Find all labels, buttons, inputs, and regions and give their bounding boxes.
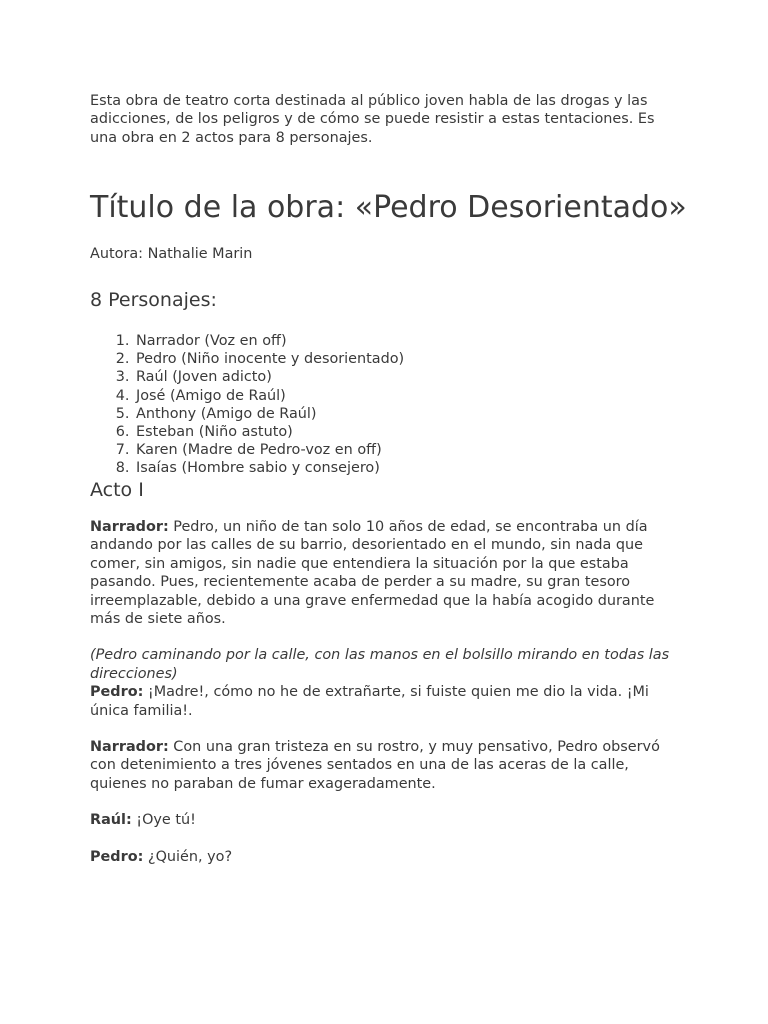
dialogue-paragraph bbox=[90, 811, 680, 829]
dialogue-paragraph bbox=[90, 518, 680, 628]
list-item: 5. Anthony (Amigo de Raúl) bbox=[134, 405, 404, 423]
document-page bbox=[90, 92, 687, 865]
dialogue-text: ¿Quién, yo? bbox=[143, 848, 233, 865]
dialogue-paragraph bbox=[90, 848, 680, 866]
list-item: 3. Raúl (Joven adicto) bbox=[134, 368, 404, 386]
list-item: 1. Narrador (Voz en off) bbox=[134, 332, 404, 350]
list-item: 4. José (Amigo de Raúl) bbox=[134, 387, 404, 405]
list-item: 8. Isaías (Hombre sabio y consejero) bbox=[134, 459, 404, 477]
speaker-name: Narrador: bbox=[90, 519, 169, 535]
dialogue-text: Con una gran tristeza en su rostro, y muy pensativo, Pedro observó con detenimiento a tres jóvenes sentados en una de las aceras de la calle, quienes no paraban de fumar exageradamente. bbox=[90, 739, 660, 792]
speaker-name: Raúl: bbox=[90, 812, 132, 829]
intro-paragraph: Esta obra de teatro corta destinada al público joven habla de las drogas y las adicciones, de los peligros y de cómo se puede resistir a estas tentaciones. Es una obra en 2 actos para 8 personajes. bbox=[90, 93, 655, 146]
characters-list bbox=[90, 332, 404, 478]
dialogue-paragraph bbox=[90, 683, 680, 720]
speaker-name: Pedro: bbox=[90, 848, 144, 865]
list-item: 7. Karen (Madre de Pedro-voz en off) bbox=[134, 441, 404, 459]
script-body bbox=[90, 518, 680, 884]
speaker-name: Narrador: bbox=[90, 739, 169, 756]
play-title: Título de la obra: «Pedro Desorientado» bbox=[90, 190, 687, 225]
speaker-name: Pedro: bbox=[90, 684, 144, 701]
list-item: 2. Pedro (Niño inocente y desorientado) bbox=[134, 350, 404, 368]
dialogue-text: ¡Madre!, cómo no he de extrañarte, si fuiste quien me dio la vida. ¡Mi única familia!. bbox=[90, 684, 649, 719]
characters-heading: 8 Personajes: bbox=[90, 289, 217, 311]
author-line: Autora: Nathalie Marin bbox=[90, 246, 253, 262]
dialogue-paragraph bbox=[90, 738, 680, 793]
list-item: 6. Esteban (Niño astuto) bbox=[134, 423, 404, 441]
stage-direction: (Pedro caminando por la calle, con las manos en el bolsillo mirando en todas las direcciones) bbox=[90, 647, 670, 682]
dialogue-text: Pedro, un niño de tan solo 10 años de edad, se encontraba un día andando por las calles de su barrio, desorientado en el mundo, sin nada que comer, sin amigos, sin nadie que entendiera la situación por la que estaba pasando. Pues, recientemente acaba de perder a su madre, su gran tesoro irreemplazable, debido a una grave enfermedad que la había acogido durante más de siete años. bbox=[90, 519, 655, 628]
act-heading: Acto I bbox=[90, 479, 144, 501]
dialogue-text: ¡Oye tú! bbox=[131, 812, 196, 829]
